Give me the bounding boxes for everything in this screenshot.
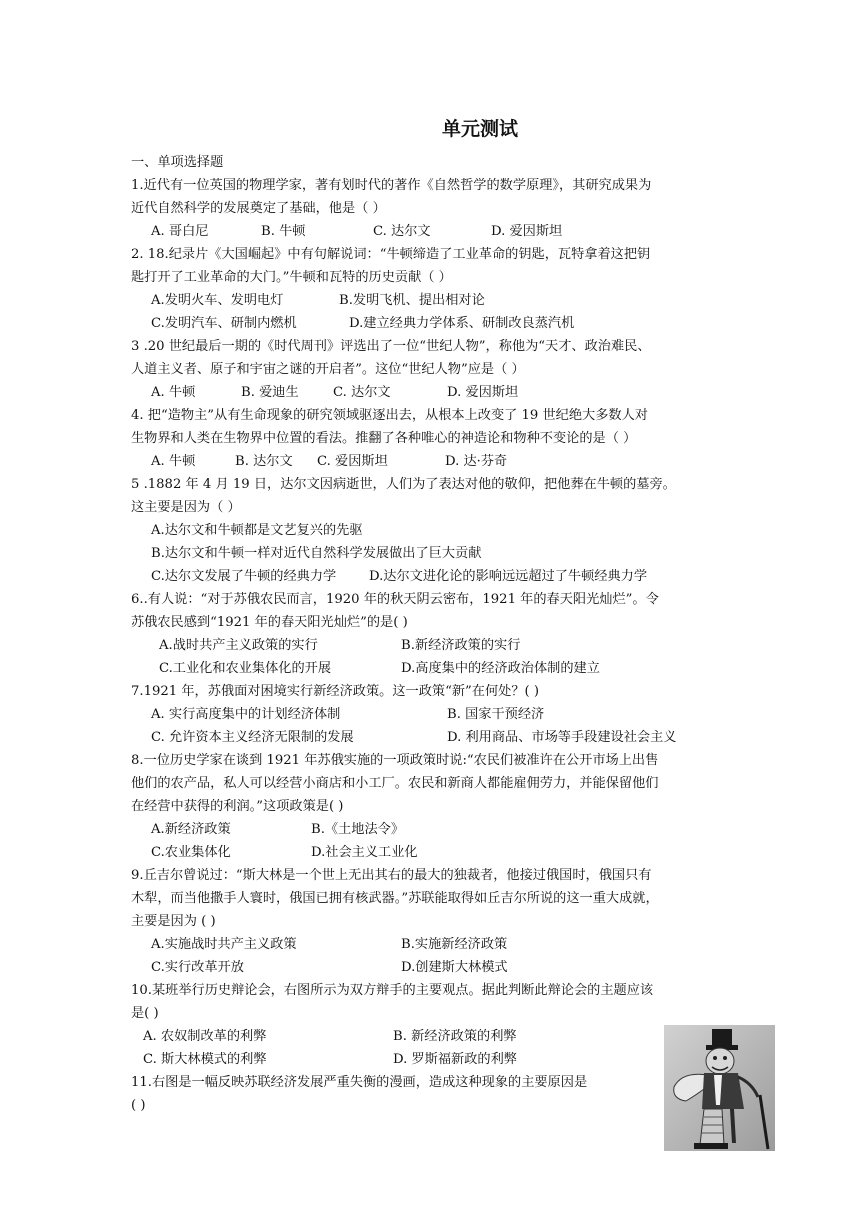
question-text: 木犁，而当他撒手人寰时，俄国已拥有核武器。”苏联能取得如丘吉尔所说的这一重大成就， [131,891,659,906]
option-c: C. 达尔文 [333,385,391,400]
option-b: B. 爱迪生 [241,385,299,400]
options-row [131,818,736,841]
question-text: 主要是因为 ( ) [131,914,216,929]
options-row [131,312,736,335]
option-b: B. 达尔文 [235,454,293,469]
section-heading: 一、单项选择题 [131,155,224,170]
page-title: 单元测试 [441,118,518,140]
option-d: D.创建斯大林模式 [401,960,508,975]
option-d: D. 爱因斯坦 [491,224,563,239]
question-2 [131,243,736,335]
option-d: D. 罗斯福新政的利弊 [393,1052,517,1067]
options-row [131,841,736,864]
question-text: 6..有人说：“对于苏俄农民而言，1920 年的秋天阴云密布，1921 年的春天阳光灿烂”。令 [131,592,659,607]
question-text: 近代自然科学的发展奠定了基础，他是（ ） [131,201,386,216]
cartoon-image [664,1025,775,1151]
options-row [131,726,736,749]
option-d: D. 爱因斯坦 [447,385,519,400]
question-text: 5 .1882 年 4 月 19 日，达尔文因病逝世，人们为了表达对他的敬仰，把他葬在牛顿的墓旁。 [131,477,676,492]
option-d: D.社会主义工业化 [311,845,418,860]
question-text: 他们的农产品，私人可以经营小商店和小工厂。农民和新商人都能雇佣劳力，并能保留他们 [131,776,659,791]
option-b: B.达尔文和牛顿一样对近代自然科学发展做出了巨大贡献 [151,546,482,561]
option-b: B.发明飞机、提出相对论 [339,293,485,308]
option-d: D. 达·芬奇 [445,454,508,469]
question-text: 这主要是因为（ ） [131,500,241,515]
options-row [131,289,736,312]
option-d: D.高度集中的经济政治体制的建立 [401,661,600,676]
question-5 [131,473,736,588]
question-text: 4. 把“造物主”从有生命现象的研究领域驱逐出去，从根本上改变了 19 世纪绝大多数人对 [131,408,648,423]
question-text: 1.近代有一位英国的物理学家，著有划时代的著作《自然哲学的数学原理》，其研究成果为 [131,178,652,193]
question-text: 7.1921 年，苏俄面对困境实行新经济政策。这一政策“新”在何处？( ) [131,684,539,699]
question-text: 11.右图是一幅反映苏联经济发展严重失衡的漫画，造成这种现象的主要原因是 [131,1075,588,1090]
option-c: C.发明汽车、研制内燃机 [151,316,297,331]
exam-content [131,152,736,1117]
question-text: 是( ) [131,1006,159,1021]
option-c: C.工业化和农业集体化的开展 [159,661,332,676]
option-d: D.建立经典力学体系、研制改良蒸汽机 [349,316,575,331]
question-text: 9.丘吉尔曾说过：“斯大林是一个世上无出其右的最大的独裁者，他接过俄国时，俄国只有 [131,868,652,883]
question-text: ( ) [131,1098,146,1113]
options-row [131,657,736,680]
option-a: A. 实行高度集中的计划经济体制 [151,707,341,722]
option-c: C. 达尔文 [373,224,431,239]
options-row [131,565,736,588]
question-4 [131,404,736,473]
question-text: 匙打开了工业革命的大门。”牛顿和瓦特的历史贡献（ ） [131,270,452,285]
question-8 [131,749,736,864]
options-row [131,703,736,726]
options-row [131,450,736,473]
options-row [131,634,736,657]
option-a: A.发明火车、发明电灯 [151,293,284,308]
option-b: B.实施新经济政策 [401,937,508,952]
option-a: A.新经济政策 [151,822,231,837]
option-c: C.达尔文发展了牛顿的经典力学 [151,569,337,584]
option-b: B. 牛顿 [261,224,306,239]
option-a: A. 农奴制改革的利弊 [143,1029,267,1044]
option-a: A. 牛顿 [151,385,196,400]
question-text: 10.某班举行历史辩论会，右图所示为双方辩手的主要观点。据此判断此辩论会的主题应该 [131,983,654,998]
question-text: 在经营中获得的利润。”这项政策是( ) [131,799,344,814]
options-row [131,220,736,243]
question-11 [131,1071,736,1117]
option-b: B.新经济政策的实行 [401,638,521,653]
option-a: A. 哥白尼 [151,224,209,239]
question-text: 人道主义者、原子和宇宙之谜的开启者”。这位“世纪人物”应是（ ） [131,362,525,377]
option-d: D. 利用商品、市场等手段建设社会主义 [447,730,677,745]
question-6 [131,588,736,680]
question-text: 生物界和人类在生物界中位置的看法。推翻了各种唯心的神造论和物种不变论的是（ ） [131,431,637,446]
options-row [131,933,736,956]
option-c: C.农业集体化 [151,845,231,860]
option-c: C. 斯大林模式的利弊 [143,1052,267,1067]
question-text: 3 .20 世纪最后一期的《时代周刊》评选出了一位“世纪人物”，称他为“天才、政治难民、 [131,339,651,354]
question-text: 苏俄农民感到“1921 年的春天阳光灿烂”的是( ) [131,615,408,630]
option-c: C. 允许资本主义经济无限制的发展 [151,730,354,745]
question-text: 8.一位历史学家在谈到 1921 年苏俄实施的一项政策时说:“农民们被准许在公开市场上出售 [131,753,659,768]
option-a: A. 牛顿 [151,454,196,469]
option-a: A.达尔文和牛顿都是文艺复兴的先驱 [151,523,363,538]
option-b: B. 国家干预经济 [447,707,545,722]
question-text: 2. 18.纪录片《大国崛起》中有句解说词：“牛顿缔造了工业革命的钥匙，瓦特拿着这把钥 [131,247,651,262]
question-9 [131,864,736,979]
question-7 [131,680,736,749]
option-b: B. 新经济政策的利弊 [393,1029,517,1044]
option-a: A.战时共产主义政策的实行 [159,638,318,653]
option-c: C.实行改革开放 [151,960,244,975]
options-row [131,956,736,979]
option-a: A.实施战时共产主义政策 [151,937,297,952]
question-3 [131,335,736,404]
option-c: C. 爱因斯坦 [317,454,388,469]
option-b: B.《土地法令》 [311,822,405,837]
option-d: D.达尔文进化论的影响远远超过了牛顿经典力学 [369,569,648,584]
options-row [131,381,736,404]
options-row [131,1025,736,1048]
options-row [131,1048,736,1071]
question-1 [131,174,736,243]
question-10 [131,979,736,1071]
